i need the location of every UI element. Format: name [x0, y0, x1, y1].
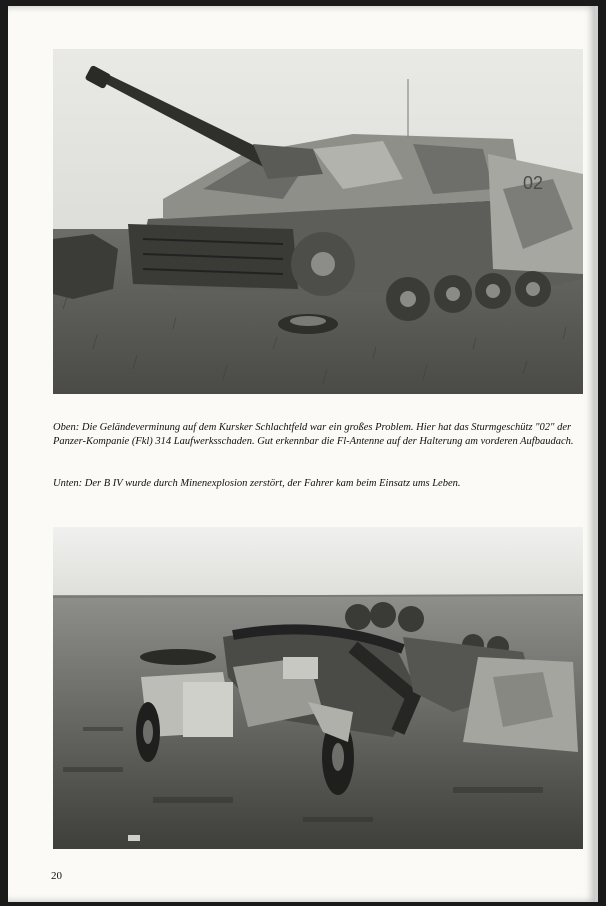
- photo-assault-gun: [53, 49, 583, 394]
- page-edge: [595, 6, 598, 902]
- motorcycle-wreck-photo-art: [53, 527, 583, 849]
- page-number: 20: [51, 870, 62, 882]
- book-page: [8, 6, 598, 902]
- photo-motorcycle-and-wreck: [53, 527, 583, 849]
- caption-top: Oben: Die Geländeverminung auf dem Kursker Schlachtfeld war ein großes Problem. Hier hat das Sturmgeschütz "02" der Panzer-Kompanie (Fkl) 314 Laufwerksschaden. Gut erkennbar die Fl-Antenne auf der Halterung am vorderen Aufbaudach.: [53, 422, 574, 447]
- caption-bottom: Unten: Der B IV wurde durch Minenexplosion zerstört, der Fahrer kam beim Einsatz ums Leben.: [53, 478, 461, 489]
- assault-gun-photo-art: [53, 49, 583, 394]
- hull-number-label: 02: [523, 173, 544, 193]
